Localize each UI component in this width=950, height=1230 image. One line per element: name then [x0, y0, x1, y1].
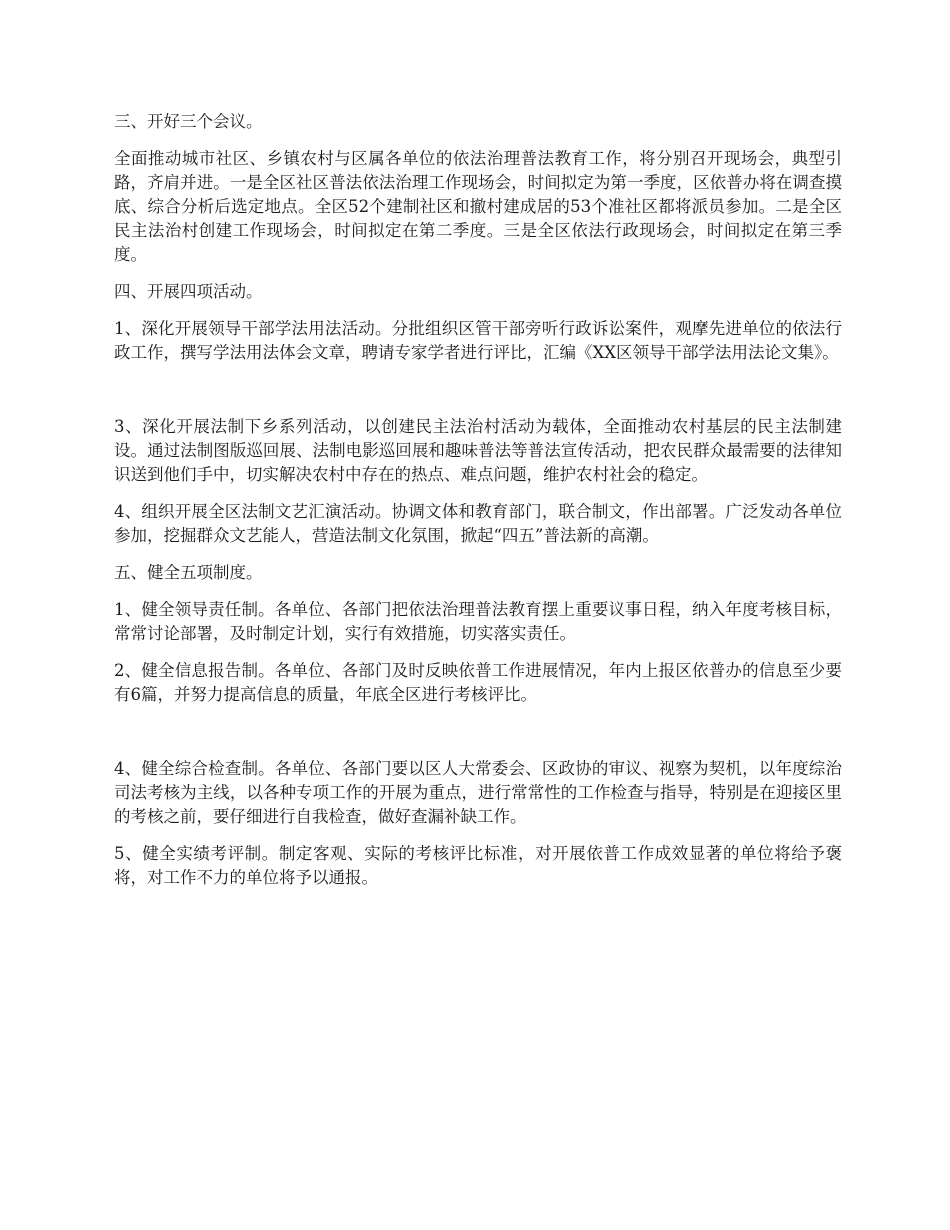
paragraph-activity-1: 1、深化开展领导干部学法用法活动。分批组织区管干部旁听行政诉讼案件，观摩先进单位的依法行政工作，撰写学法用法体会文章，聘请专家学者进行评比，汇编《XX区领导干部学法用法论文集》。	[114, 319, 842, 362]
blank-space	[114, 720, 842, 757]
section-heading-four-activities: 四、开展四项活动。	[114, 282, 263, 301]
paragraph-activity-3: 3、深化开展法制下乡系列活动，以创建民主法治村活动为载体，全面推动农村基层的民主法制建设。通过法制图版巡回展、法制电影巡回展和趣味普法等普法宣传活动，把农民群众最需要的法律知识送到他们手中，切实解决农村中存在的热点、难点问题，维护农村社会的稳定。	[114, 417, 842, 484]
paragraph-meetings-detail: 全面推动城市社区、乡镇农村与区属各单位的依法治理普法教育工作，将分别召开现场会，典型引路，齐肩并进。一是全区社区普法依法治理工作现场会，时间拟定为第一季度，区依普办将在调查摸底、综合分析后选定地点。全区52个建制社区和撤村建成居的53个准社区都将派员参加。二是全区民主法治村创建工作现场会，时间拟定在第二季度。三是全区依法行政现场会，时间拟定在第三季度。	[114, 149, 842, 264]
paragraph-system-5: 5、健全实绩考评制。制定客观、实际的考核评比标准，对开展依普工作成效显著的单位将给予褒将，对工作不力的单位将予以通报。	[114, 844, 842, 887]
document-body	[114, 110, 842, 903]
paragraph-system-2: 2、健全信息报告制。各单位、各部门及时反映依普工作进展情况，年内上报区依普办的信息至少要有6篇，并努力提高信息的质量，年底全区进行考核评比。	[114, 661, 842, 704]
paragraph-system-1: 1、健全领导责任制。各单位、各部门把依法治理普法教育摆上重要议事日程，纳入年度考核目标，常常讨论部署，及时制定计划，实行有效措施，切实落实责任。	[114, 600, 842, 643]
paragraph-activity-4: 4、组织开展全区法制文艺汇演活动。协调文体和教育部门，联合制文，作出部署。广泛发动各单位参加，挖掘群众文艺能人，营造法制文化氛围，掀起“四五”普法新的高潮。	[114, 502, 842, 545]
blank-space	[114, 378, 842, 415]
section-heading-five-systems: 五、健全五项制度。	[114, 563, 263, 582]
paragraph-system-4: 4、健全综合检查制。各单位、各部门要以区人大常委会、区政协的审议、视察为契机，以年度综治司法考核为主线，以各种专项工作的开展为重点，进行常常性的工作检查与指导，特别是在迎接区里的考核之前，要仔细进行自我检查，做好查漏补缺工作。	[114, 759, 842, 826]
section-heading-three-meetings: 三、开好三个会议。	[114, 112, 263, 131]
